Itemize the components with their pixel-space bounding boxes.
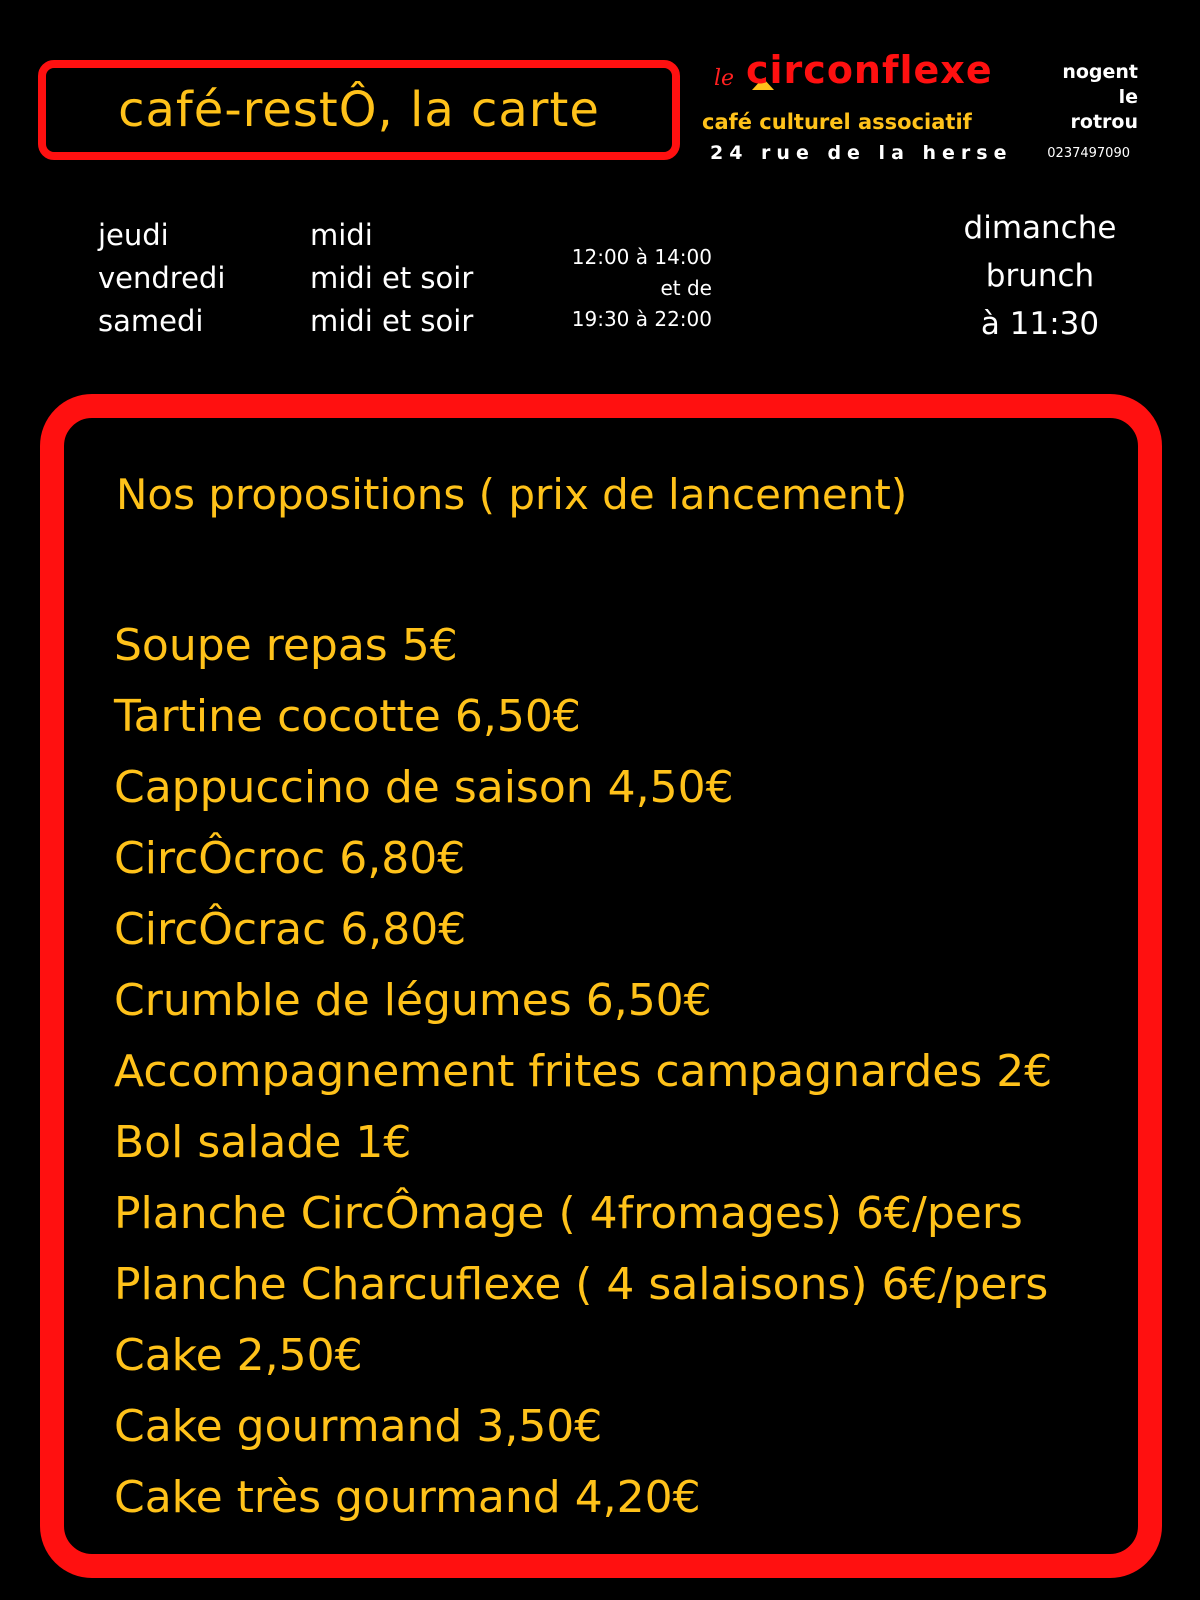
logo-city-line: le <box>1118 86 1138 108</box>
menu-item: Accompagnement frites campagnardes 2€ <box>114 1046 1053 1097</box>
menu-item: CircÔcrac 6,80€ <box>114 904 467 955</box>
logo-address: 24 rue de la herse <box>710 142 1013 164</box>
logo-phone: 0237497090 <box>1047 146 1130 161</box>
menu-item: Bol salade 1€ <box>114 1117 412 1168</box>
brunch-line: brunch <box>985 258 1095 294</box>
menu-item: Planche Charcuflexe ( 4 salaisons) 6€/pers <box>114 1259 1049 1310</box>
logo-tagline: café culturel associatif <box>702 110 972 134</box>
hours-line: 19:30 à 22:00 <box>571 307 712 331</box>
title-frame <box>38 60 680 160</box>
page-title: café-restÔ, la carte <box>118 82 600 138</box>
logo-city <box>1062 60 1138 135</box>
logo-city-line: rotrou <box>1070 111 1138 133</box>
logo-prefix: le <box>714 66 735 91</box>
menu-item: Soupe repas 5€ <box>114 620 458 671</box>
opening-schedule <box>98 218 518 347</box>
menu-item: Cake gourmand 3,50€ <box>114 1401 603 1452</box>
hours-line: et de <box>660 276 712 300</box>
brunch-info <box>930 204 1150 348</box>
hours-line: 12:00 à 14:00 <box>571 245 712 269</box>
brunch-line: à 11:30 <box>980 306 1100 342</box>
logo-city-line: nogent <box>1062 61 1138 83</box>
menu-item: Tartine cocotte 6,50€ <box>114 691 581 742</box>
menu-item: Crumble de légumes 6,50€ <box>114 975 712 1026</box>
logo-name: circonflexe <box>746 48 993 92</box>
menu-item: Cappuccino de saison 4,50€ <box>114 762 734 813</box>
schedule-row <box>98 261 518 304</box>
menu-item: Cake 2,50€ <box>114 1330 363 1381</box>
opening-hours <box>540 242 712 335</box>
schedule-service: midi et soir <box>310 304 474 338</box>
menu-item: Planche CircÔmage ( 4fromages) 6€/pers <box>114 1188 1023 1239</box>
brunch-line: dimanche <box>963 210 1117 246</box>
schedule-row <box>98 304 518 347</box>
cafe-logo <box>702 46 1142 176</box>
schedule-day: jeudi <box>98 218 169 252</box>
menu-item: CircÔcroc 6,80€ <box>114 833 466 884</box>
schedule-day: vendredi <box>98 261 226 295</box>
menu-heading: Nos propositions ( prix de lancement) <box>116 470 908 519</box>
schedule-row <box>98 218 518 261</box>
schedule-service: midi et soir <box>310 261 474 295</box>
menu-list <box>114 610 1052 1533</box>
menu-item: Cake très gourmand 4,20€ <box>114 1472 701 1523</box>
schedule-service: midi <box>310 218 373 252</box>
menu-frame <box>40 394 1162 1578</box>
schedule-day: samedi <box>98 304 204 338</box>
